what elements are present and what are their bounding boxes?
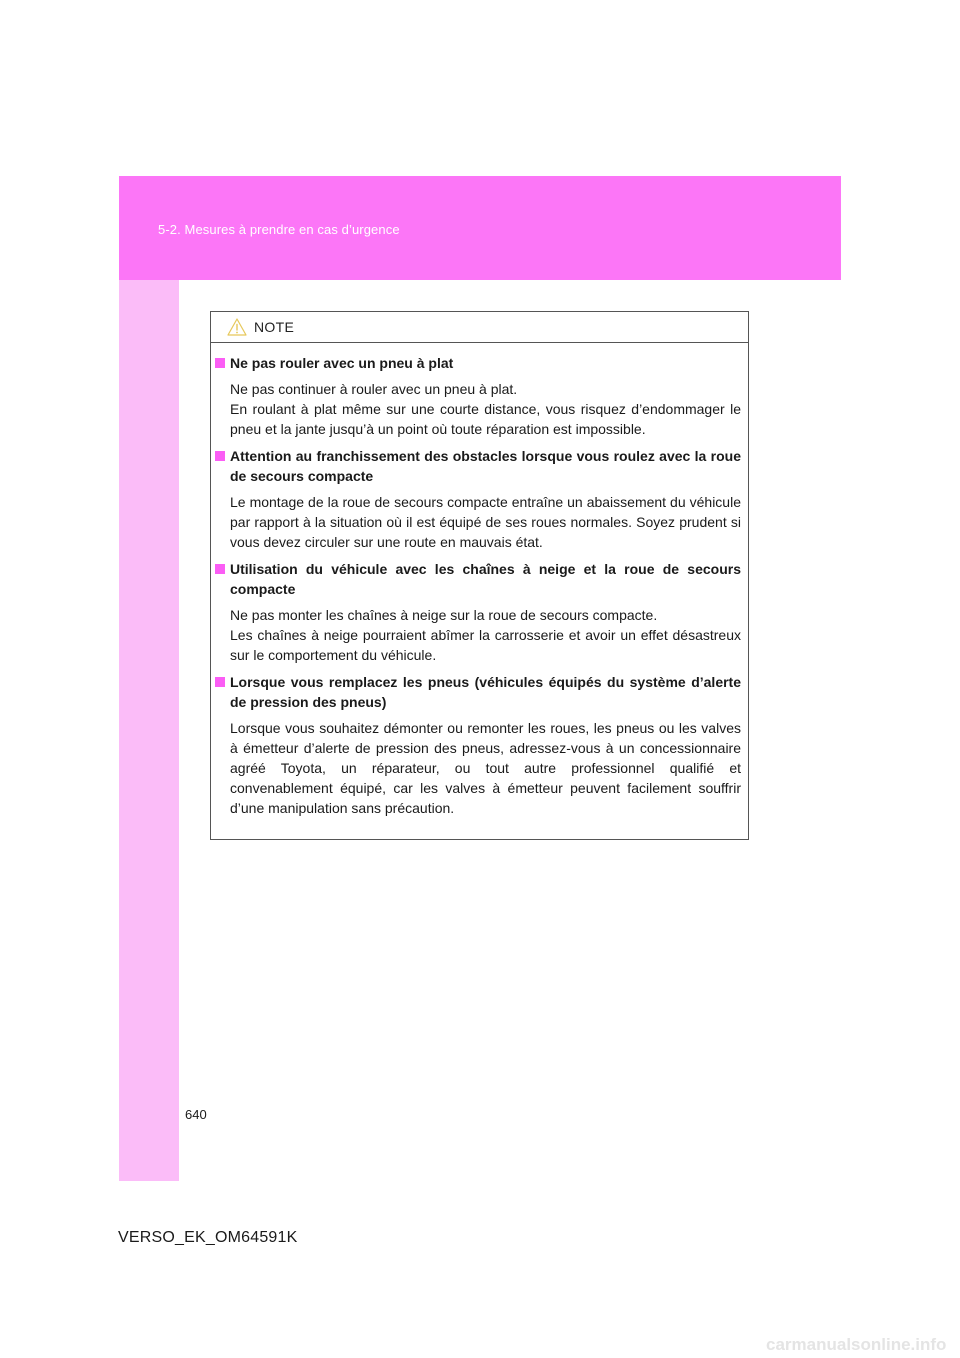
note-item-heading: Utilisation du véhicule avec les chaînes à neige et la roue de secours compacte: [230, 561, 741, 597]
note-item-body: [230, 605, 741, 665]
note-item-heading: Lorsque vous remplacez les pneus (véhicules équipés du système d’alerte de pression des pneus): [230, 674, 741, 710]
note-header: [211, 312, 748, 343]
square-bullet-icon: [215, 564, 225, 574]
note-item: [215, 559, 741, 665]
note-body: [211, 343, 748, 818]
note-item: [215, 353, 741, 439]
note-item-heading: Attention au franchissement des obstacles lorsque vous roulez avec la roue de secours compacte: [230, 448, 741, 484]
watermark-text: carmanualsonline.info: [766, 1335, 947, 1354]
document-code: VERSO_EK_OM64591K: [118, 1229, 298, 1246]
note-paragraph: En roulant à plat même sur une courte distance, vous risquez d’endommager le pneu et la jante jusqu’à un point où toute réparation est impossible.: [230, 401, 741, 437]
note-paragraph: Les chaînes à neige pourraient abîmer la carrosserie et avoir un effet désastreux sur le comportement du véhicule.: [230, 627, 741, 663]
note-item-body: [230, 718, 741, 818]
note-paragraph: Ne pas monter les chaînes à neige sur la roue de secours compacte.: [230, 607, 658, 623]
note-item: [215, 446, 741, 552]
page-number: 640: [185, 1107, 207, 1122]
note-title: NOTE: [254, 319, 295, 335]
section-title: 5-2. Mesures à prendre en cas d’urgence: [158, 222, 400, 237]
note-paragraph: Lorsque vous souhaitez démonter ou remonter les roues, les pneus ou les valves à émetteur d’alerte de pression des pneus, adressez-vous à un concessionnaire agréé Toyota, un réparateur, ou tout autre professionnel qualifié et convenablement équipé, car les valves à émetteur peuvent facilement souffrir d’une manipulation sans précaution.: [230, 720, 741, 816]
watermark-logo: [762, 1330, 960, 1358]
square-bullet-icon: [215, 451, 225, 461]
note-item-body: [230, 379, 741, 439]
note-item-body: [230, 492, 741, 552]
note-paragraph: Le montage de la roue de secours compacte entraîne un abaissement du véhicule par rapport à la situation où il est équipé de ses roues normales. Soyez prudent si vous devez circuler sur une route en mauvais état.: [230, 494, 741, 550]
note-box: [210, 311, 749, 840]
square-bullet-icon: [215, 358, 225, 368]
warning-triangle-icon: [227, 317, 247, 337]
square-bullet-icon: [215, 677, 225, 687]
note-paragraph: Ne pas continuer à rouler avec un pneu à plat.: [230, 381, 518, 397]
note-item-heading: Ne pas rouler avec un pneu à plat: [230, 355, 454, 371]
note-item: [215, 672, 741, 818]
